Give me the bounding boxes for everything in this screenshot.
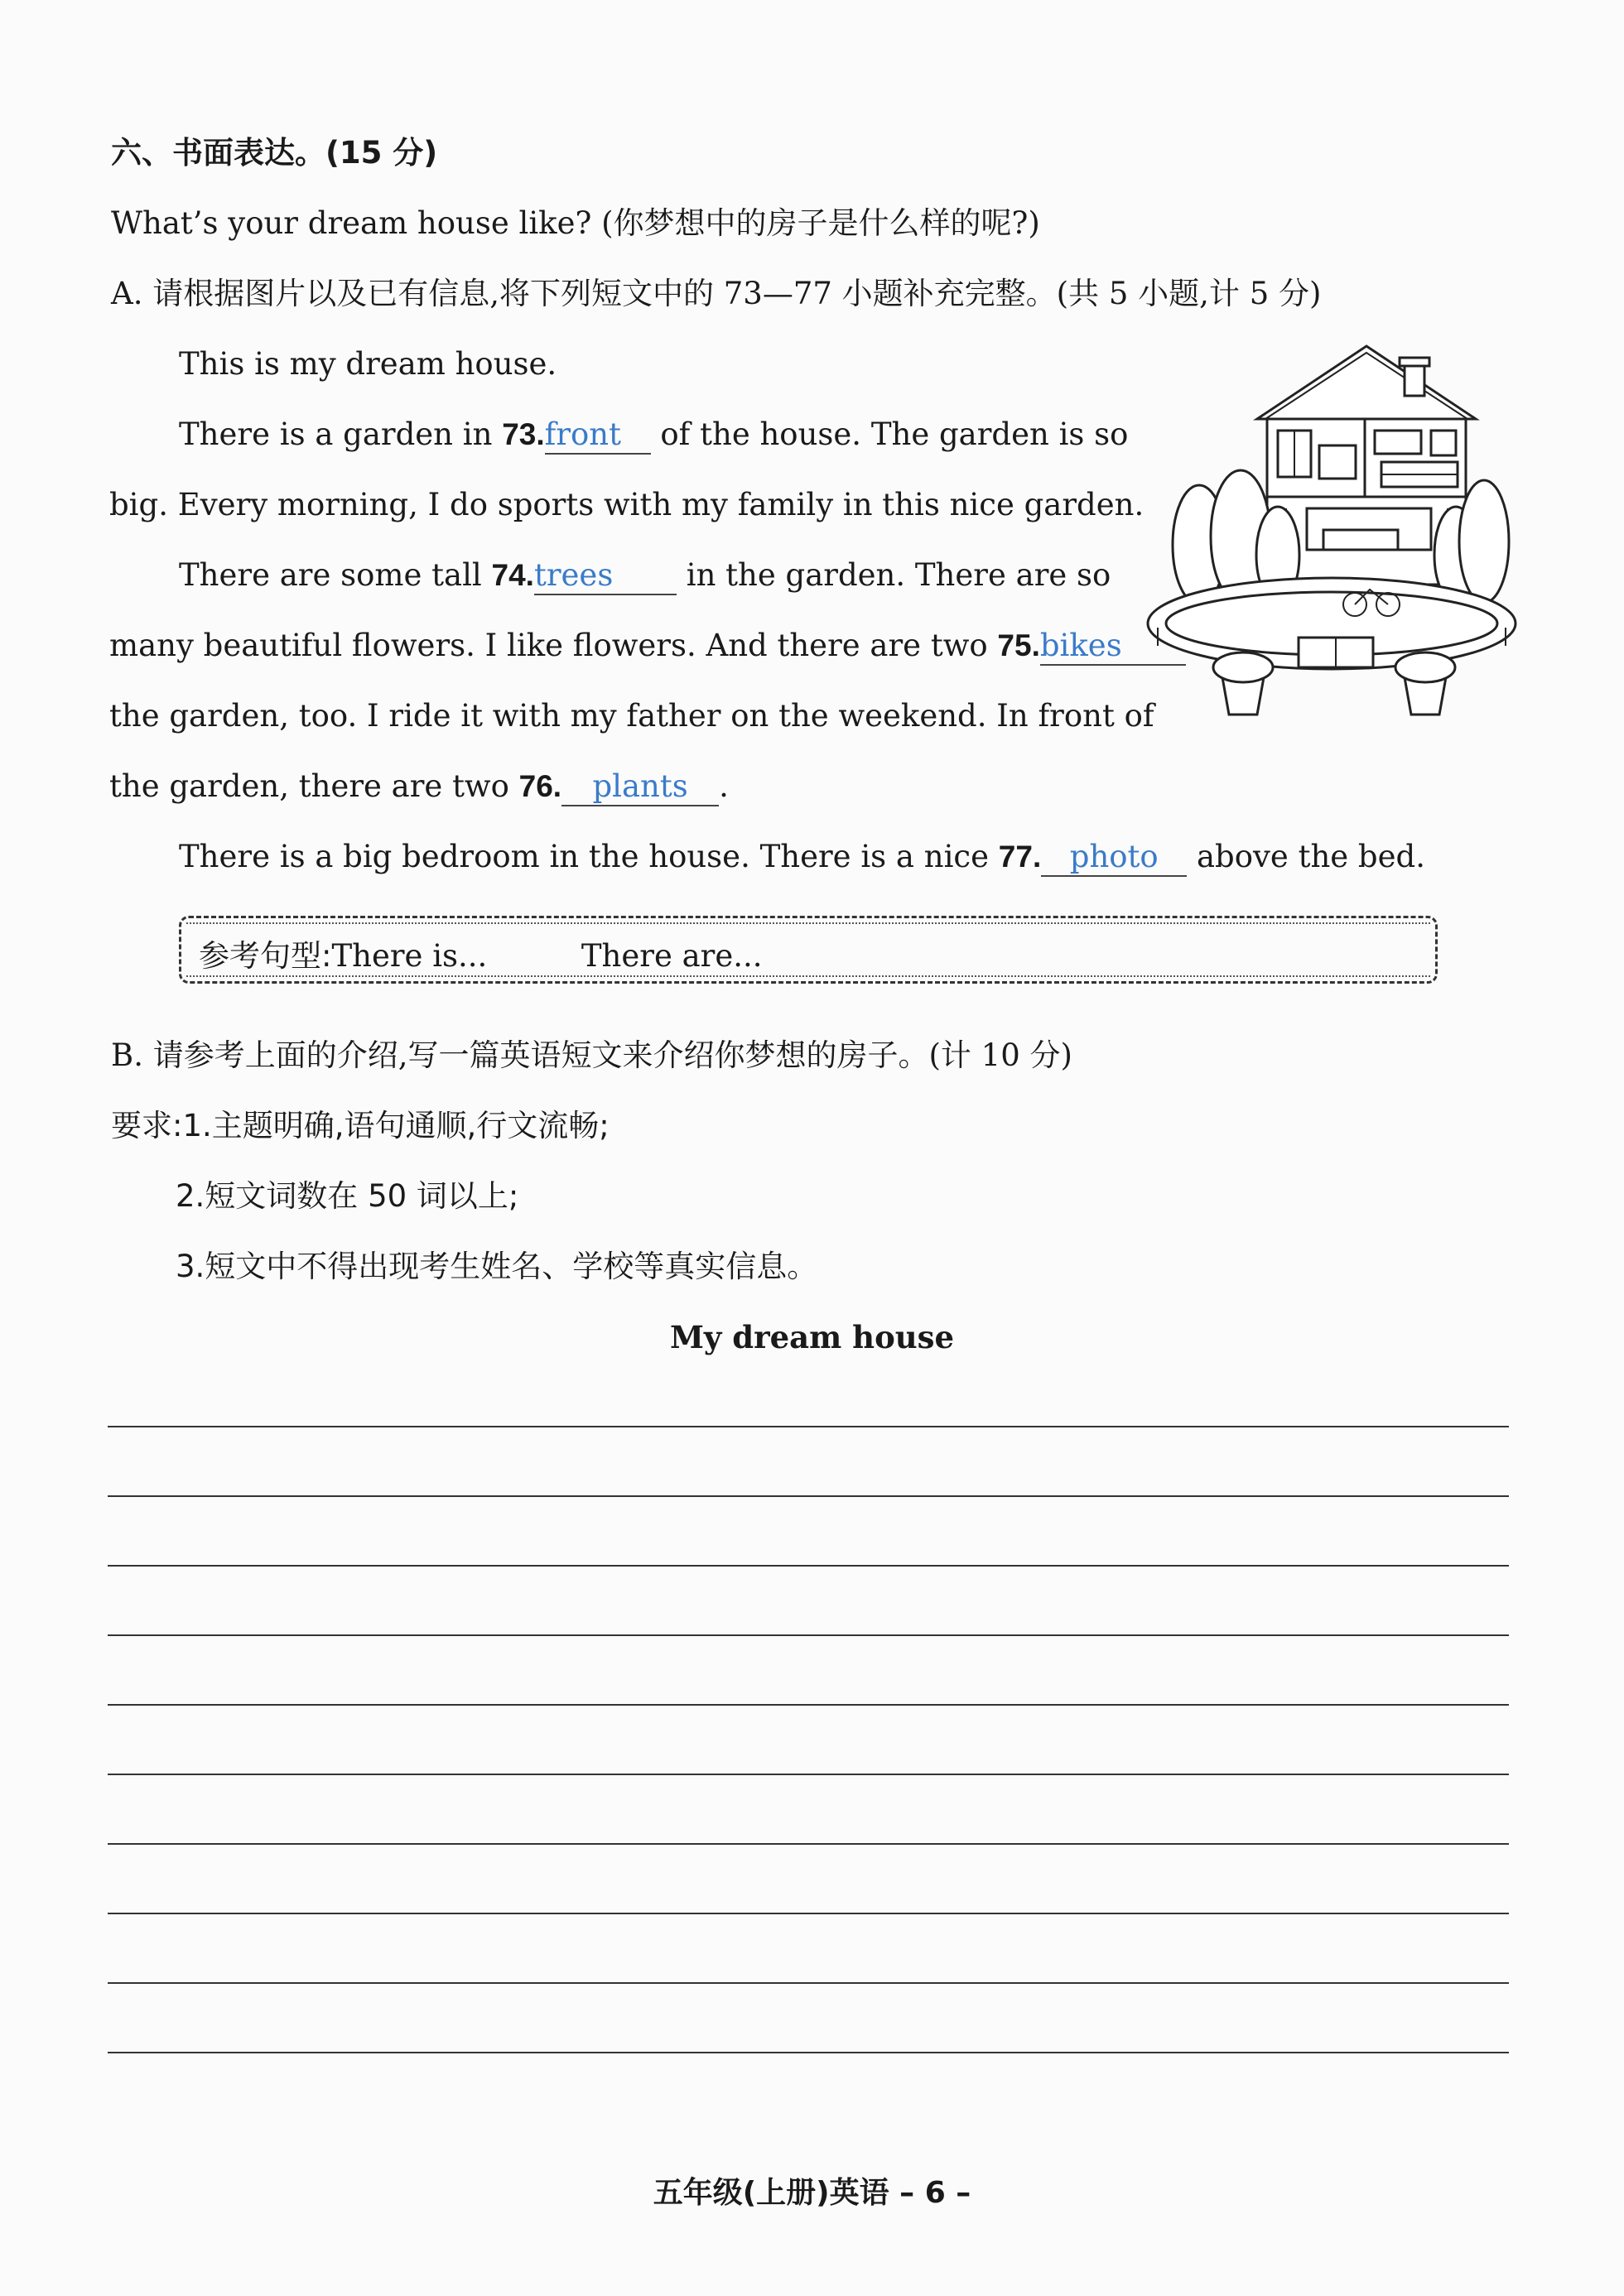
- writing-line[interactable]: [108, 1774, 1509, 1775]
- prompt-question: What’s your dream house like? (你梦想中的房子是什么样的呢?): [111, 205, 1040, 241]
- passage-line-3: big. Every morning, I do sports with my family in this nice garden.: [109, 487, 1145, 522]
- section-title: 六、书面表达。(15 分): [111, 135, 438, 171]
- writing-line[interactable]: [108, 1634, 1509, 1636]
- answer-blank-75[interactable]: bikes: [1040, 628, 1186, 666]
- answer-blank-73[interactable]: front: [545, 416, 651, 455]
- passage-line-7: the garden, there are two 76. plants .: [109, 766, 729, 807]
- writing-line[interactable]: [108, 1495, 1509, 1497]
- requirement-3: 3.短文中不得出现考生姓名、学校等真实信息。: [176, 1249, 818, 1284]
- answer-blank-77[interactable]: photo: [1041, 839, 1187, 877]
- writing-line[interactable]: [108, 2052, 1509, 2053]
- writing-line[interactable]: [108, 1426, 1509, 1427]
- part-a-instruction: A. 请根据图片以及已有信息,将下列短文中的 73—77 小题补充完整。(共 5 小题,计 5 分): [111, 276, 1322, 311]
- page-footer: 五年级(上册)英语 – 6 –: [653, 2176, 971, 2210]
- passage-line-4: There are some tall 74.trees in the garden. There are so: [179, 555, 1110, 596]
- requirement-2: 2.短文词数在 50 词以上;: [176, 1178, 519, 1214]
- question-number-77: 77.: [998, 840, 1042, 874]
- writing-line[interactable]: [108, 1843, 1509, 1845]
- question-number-74: 74.: [491, 558, 534, 592]
- question-number-75: 75.: [997, 628, 1040, 662]
- passage-line-6: the garden, too. I ride it with my father on the weekend. In front of: [109, 698, 1154, 734]
- writing-line[interactable]: [108, 1982, 1509, 1984]
- passage-line-2: There is a garden in 73.front of the house. The garden is so: [179, 414, 1110, 455]
- requirement-1: 要求:1.主题明确,语句通顺,行文流畅;: [111, 1108, 610, 1143]
- essay-title: My dream house: [669, 1319, 955, 1355]
- answer-blank-76[interactable]: plants: [561, 768, 719, 806]
- house-with-garden-illustration: [1141, 338, 1522, 727]
- reference-sentences: 参考句型:There is... There are...: [199, 938, 763, 974]
- part-b-instruction: B. 请参考上面的介绍,写一篇英语短文来介绍你梦想的房子。(计 10 分): [111, 1037, 1072, 1073]
- passage-line-5: many beautiful flowers. I like flowers. And there are two 75.bikes: [109, 625, 1110, 667]
- question-number-73: 73.: [502, 417, 545, 451]
- answer-blank-74[interactable]: trees: [534, 557, 677, 595]
- writing-line[interactable]: [108, 1565, 1509, 1567]
- writing-line[interactable]: [108, 1704, 1509, 1706]
- passage-line-1: This is my dream house.: [179, 346, 557, 382]
- writing-line[interactable]: [108, 1913, 1509, 1914]
- passage-line-8: There is a big bedroom in the house. There is a nice 77. photo above the bed.: [179, 836, 1425, 878]
- question-number-76: 76.: [518, 769, 562, 803]
